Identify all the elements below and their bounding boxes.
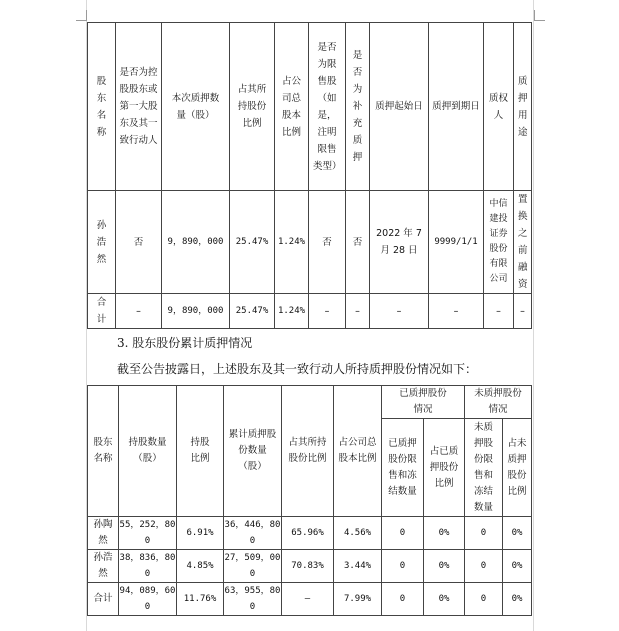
header-cell: 质押起始日 (370, 23, 429, 191)
table-cell: 9，890，000 (162, 191, 230, 294)
table-cell: 7.99% (334, 583, 382, 616)
table-row (88, 550, 532, 583)
table-cell: 25.47% (230, 191, 275, 294)
header-cell: 股东名称 (88, 23, 116, 191)
table-cell: 6.91% (177, 517, 224, 550)
header-cell: 占已质押股份比例 (424, 419, 465, 517)
table-cell: 0 (465, 583, 503, 616)
table-cell: 1.24% (275, 294, 309, 329)
table-cell: 27，509，000 (224, 550, 282, 583)
header-cell: 质押到期日 (429, 23, 484, 191)
table-cell: – (309, 294, 346, 329)
header-cell: 占公司总股本比例 (334, 386, 382, 517)
table-cell: 0% (503, 583, 532, 616)
table-row (88, 583, 532, 616)
header-cell: 是否为限售股（如是，注明限售类型） (309, 23, 346, 191)
page-corner-mark (534, 10, 545, 21)
cumulative-pledge-table (87, 385, 532, 616)
table-cell: 9，890，000 (162, 294, 230, 329)
table-cell: – (370, 294, 429, 329)
table-cell: 0 (382, 583, 424, 616)
table-cell: 9999/1/1 (429, 191, 484, 294)
header-group-pledged: 已质押股份情况 (382, 386, 465, 419)
header-cell: 本次质押数量（股） (162, 23, 230, 191)
table-cell: 0 (382, 550, 424, 583)
header-cell: 未质押股份限售和冻结数量 (465, 419, 503, 517)
header-cell: 股东名称 (88, 386, 119, 517)
header-cell: 累计质押股份数量（股） (224, 386, 282, 517)
table-row (88, 294, 532, 329)
table-cell: 否 (346, 191, 370, 294)
table-cell: 否 (116, 191, 162, 294)
table-cell: 63，955，800 (224, 583, 282, 616)
table-cell: 中信建投证券股份有限公司 (484, 191, 514, 294)
table-cell: – (116, 294, 162, 329)
table-cell: 70.83% (282, 550, 334, 583)
table-cell: – (514, 294, 532, 329)
table-cell: 11.76% (177, 583, 224, 616)
table-cell: 0 (382, 517, 424, 550)
header-cell: 占未质押股份比例 (503, 419, 532, 517)
page-corner-mark (76, 10, 87, 21)
header-cell: 是否为控股股东或第一大股东及其一致行动人 (116, 23, 162, 191)
table-cell: 65.96% (282, 517, 334, 550)
section-title: 3. 股东股份累计质押情况 (117, 336, 253, 350)
table-cell: – (346, 294, 370, 329)
table-cell: 4.85% (177, 550, 224, 583)
header-group-unpledged: 未质押股份情况 (465, 386, 532, 419)
header-cell: 占其所持股份比例 (230, 23, 275, 191)
table-cell: 孙浩然 (88, 191, 116, 294)
table-cell: 2022 年 7 月 28 日 (370, 191, 429, 294)
table-cell: 0 (465, 517, 503, 550)
header-cell: 占公司总股本比例 (275, 23, 309, 191)
page-margin-line-right (533, 0, 534, 631)
table-cell: 0% (503, 550, 532, 583)
table-cell: 1.24% (275, 191, 309, 294)
header-cell: 质权人 (484, 23, 514, 191)
header-cell: 持股数量（股） (119, 386, 177, 517)
table-header-row (88, 386, 532, 419)
table-cell: 3.44% (334, 550, 382, 583)
table-row (88, 517, 532, 550)
table-cell: 25.47% (230, 294, 275, 329)
header-cell: 质押用途 (514, 23, 532, 191)
header-cell: 持股比例 (177, 386, 224, 517)
pledge-detail-table (87, 22, 532, 329)
table-cell: – (282, 583, 334, 616)
intro-paragraph: 截至公告披露日，上述股东及其一致行动人所持质押股份情况如下： (117, 362, 478, 376)
table-cell: 38，836，800 (119, 550, 177, 583)
table-cell: 置换之前融资 (514, 191, 532, 294)
table-cell: – (429, 294, 484, 329)
table-cell: 4.56% (334, 517, 382, 550)
table-cell: 否 (309, 191, 346, 294)
table-cell: 0% (503, 517, 532, 550)
table-cell: 0% (424, 583, 465, 616)
table-cell: 孙陶然 (88, 517, 119, 550)
table-cell: 0% (424, 517, 465, 550)
table-cell: 0 (465, 550, 503, 583)
table-cell: 36，446，800 (224, 517, 282, 550)
table-row (88, 191, 532, 294)
table-cell: 94，089，600 (119, 583, 177, 616)
table-cell: 孙浩然 (88, 550, 119, 583)
header-cell: 是否为补充质押 (346, 23, 370, 191)
table-cell: – (484, 294, 514, 329)
table-cell: 合计 (88, 583, 119, 616)
table-cell: 55，252，800 (119, 517, 177, 550)
table-cell: 合计 (88, 294, 116, 329)
header-cell: 已质押股份限售和冻结数量 (382, 419, 424, 517)
table-header-row (88, 23, 532, 191)
table-cell: 0% (424, 550, 465, 583)
header-cell: 占其所持股份比例 (282, 386, 334, 517)
